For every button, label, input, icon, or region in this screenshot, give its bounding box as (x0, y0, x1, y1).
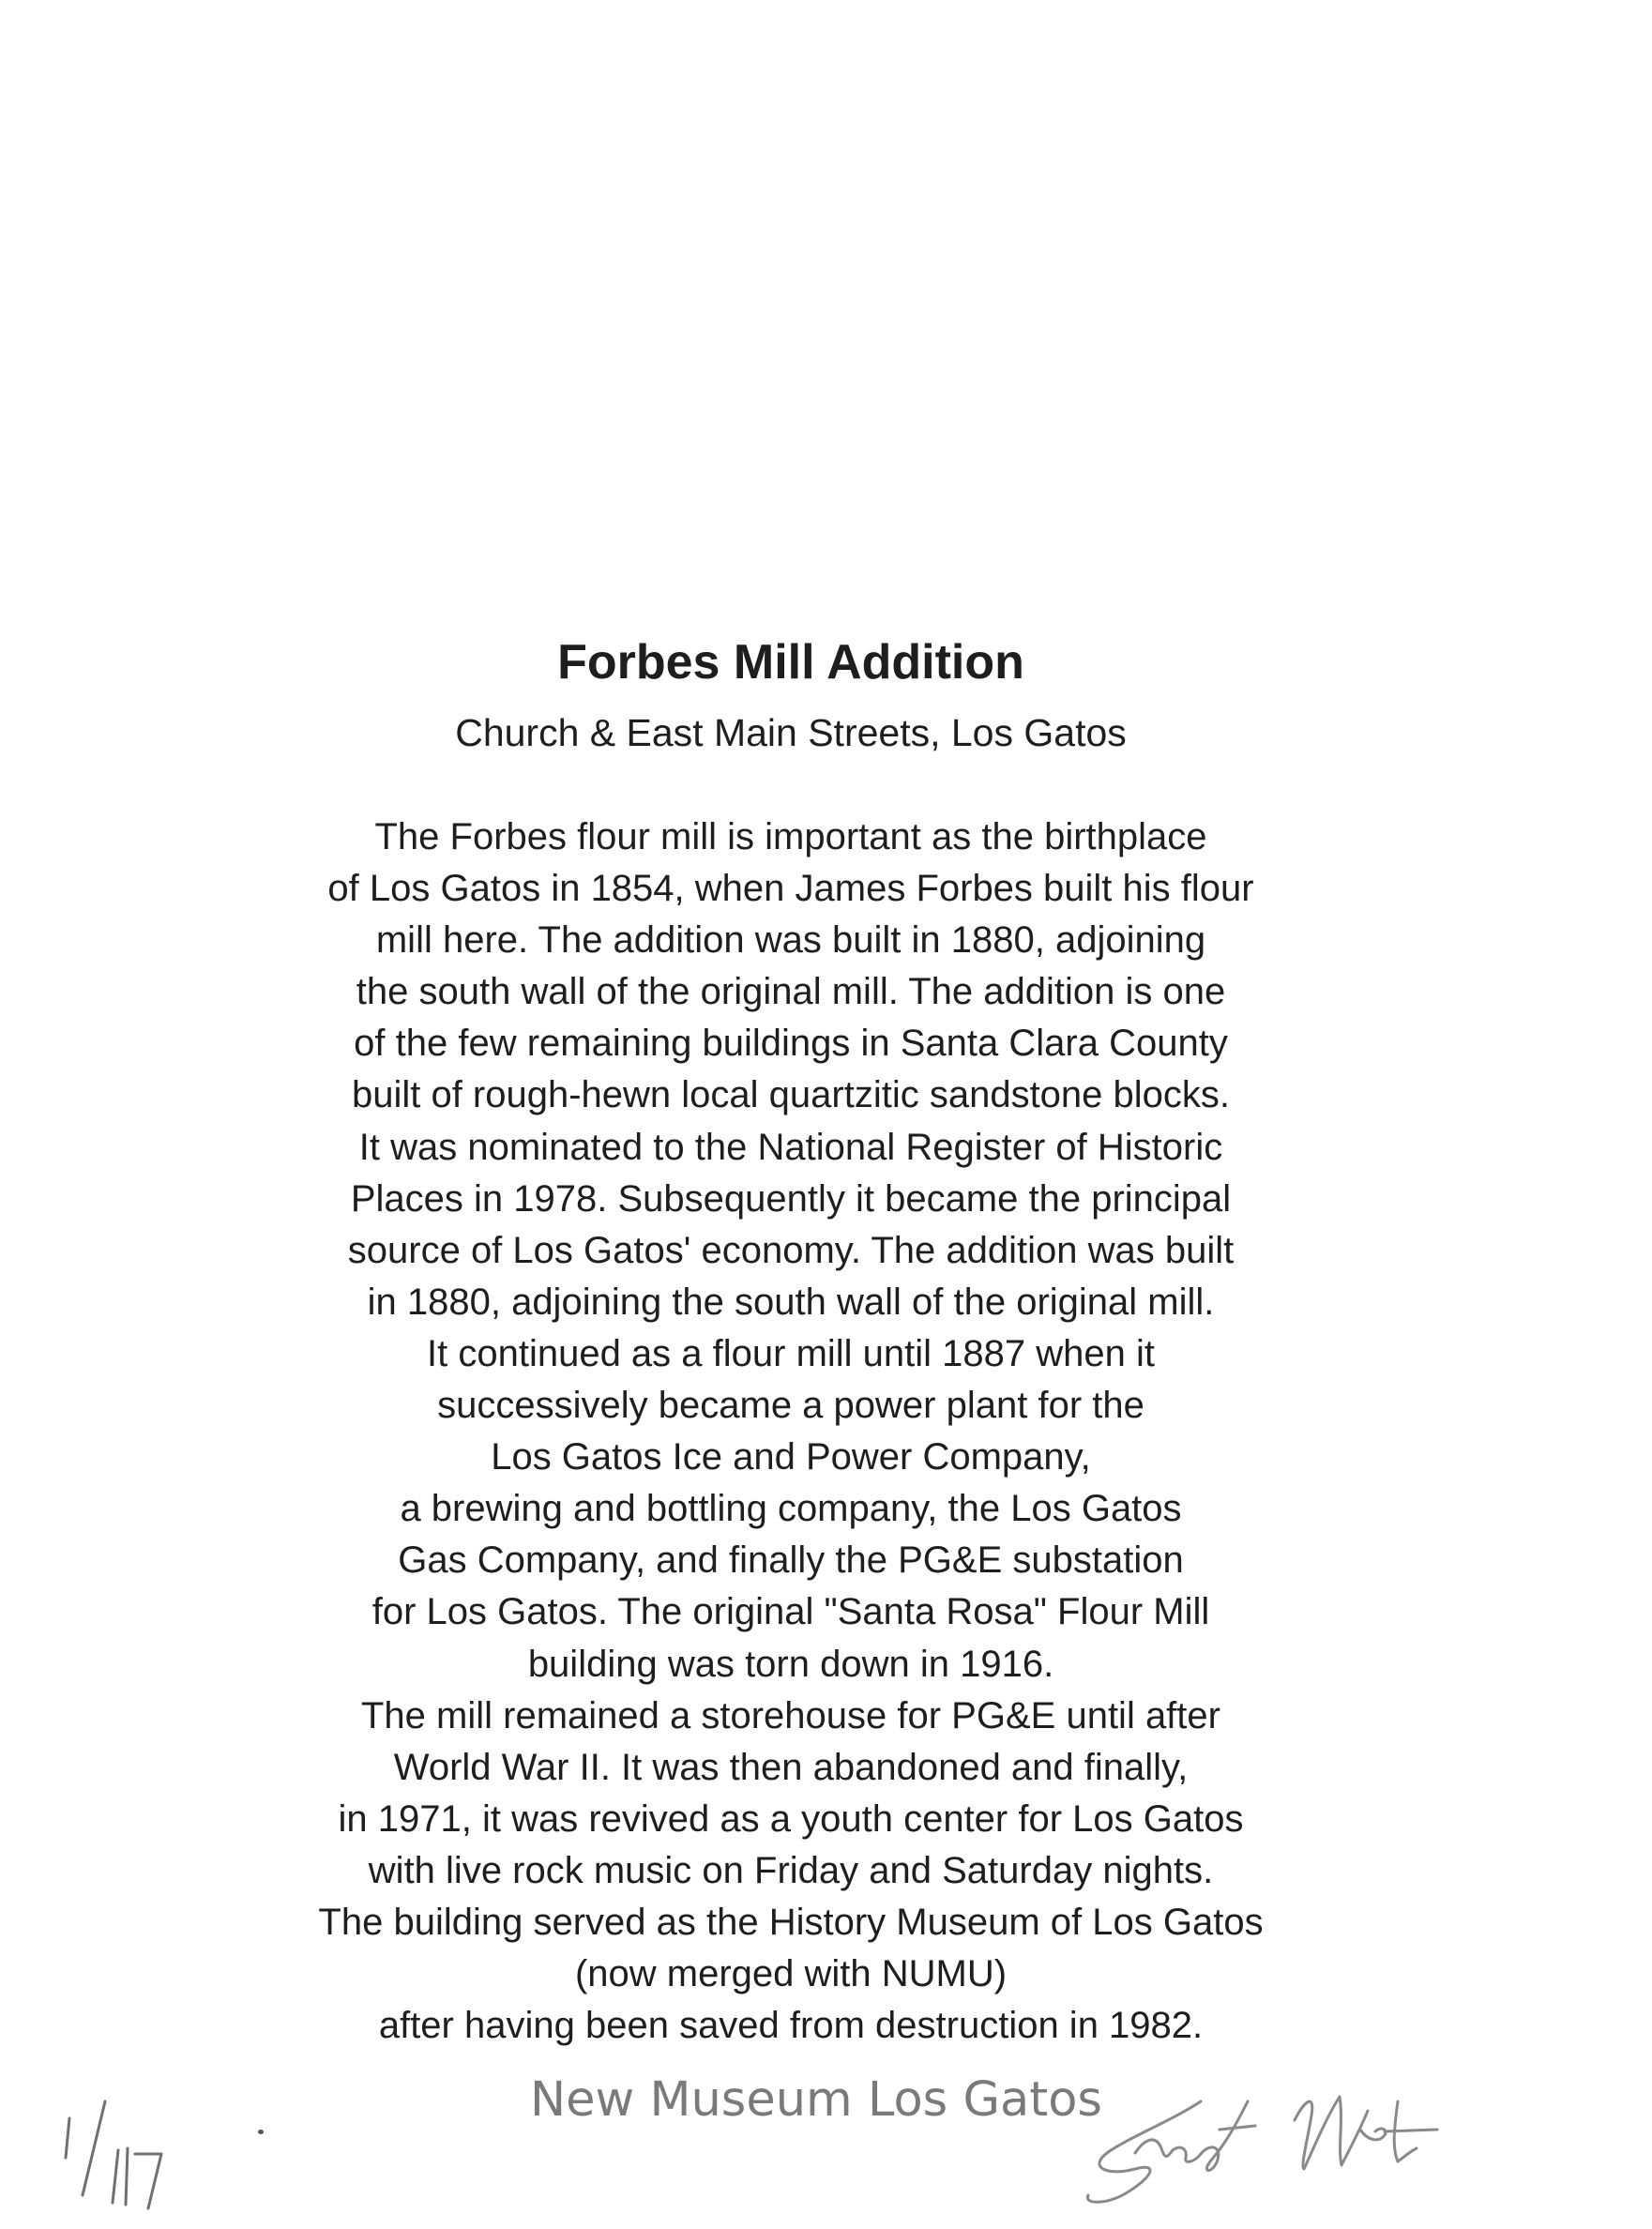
museum-watermark: New Museum Los Gatos (530, 2072, 1102, 2128)
body-line: World War II. It was then abandoned and finally, (393, 1746, 1189, 1788)
body-line: the south wall of the original mill. The addition is one (356, 971, 1226, 1013)
body-line: for Los Gatos. The original "Santa Rosa" Flour Mill (371, 1591, 1210, 1633)
body-line: building was torn down in 1916. (527, 1643, 1054, 1685)
body-line: in 1880, adjoining the south wall of the original mill. (367, 1281, 1215, 1323)
body-line: successively became a power plant for the (437, 1385, 1144, 1427)
body-line: of the few remaining buildings in Santa Clara County (354, 1023, 1228, 1065)
body-line: It was nominated to the National Register of Historic (358, 1126, 1223, 1168)
artist-signature (1069, 2064, 1482, 2214)
body-line: Los Gatos Ice and Power Company, (491, 1436, 1091, 1478)
body-line: It continued as a flour mill until 1887 when it (427, 1332, 1155, 1374)
stray-dot (258, 2130, 264, 2134)
body-line: of Los Gatos in 1854, when James Forbes built his flour (327, 868, 1254, 910)
body-line: mill here. The addition was built in 1880, adjoining (375, 919, 1206, 962)
edition-mark-handwritten (56, 2092, 206, 2223)
body-line: built of rough-hewn local quartzitic sandstone blocks. (351, 1074, 1231, 1116)
body-line: (now merged with NUMU) (574, 1953, 1008, 1995)
body-line: The Forbes flour mill is important as the birthplace (374, 816, 1207, 857)
body-line: with live rock music on Friday and Saturday nights. (368, 1849, 1214, 1891)
document-subtitle: Church & East Main Streets, Los Gatos (455, 711, 1127, 754)
document-body (0, 811, 1582, 2052)
body-line: Gas Company, and finally the PG&E substation (398, 1539, 1184, 1582)
body-line: Places in 1978. Subsequently it became the principal (350, 1177, 1232, 1220)
body-line: a brewing and bottling company, the Los Gatos (400, 1488, 1182, 1530)
document-title: Forbes Mill Addition (557, 635, 1024, 690)
body-line: The mill remained a storehouse for PG&E until after (361, 1694, 1220, 1736)
body-line: after having been saved from destruction in 1982. (378, 2005, 1204, 2047)
body-line: source of Los Gatos' economy. The addition was built (347, 1229, 1235, 1271)
body-line: in 1971, it was revived as a youth center for Los Gatos (338, 1797, 1244, 1840)
body-line: The building served as the History Museum of Los Gatos (318, 1901, 1264, 1943)
